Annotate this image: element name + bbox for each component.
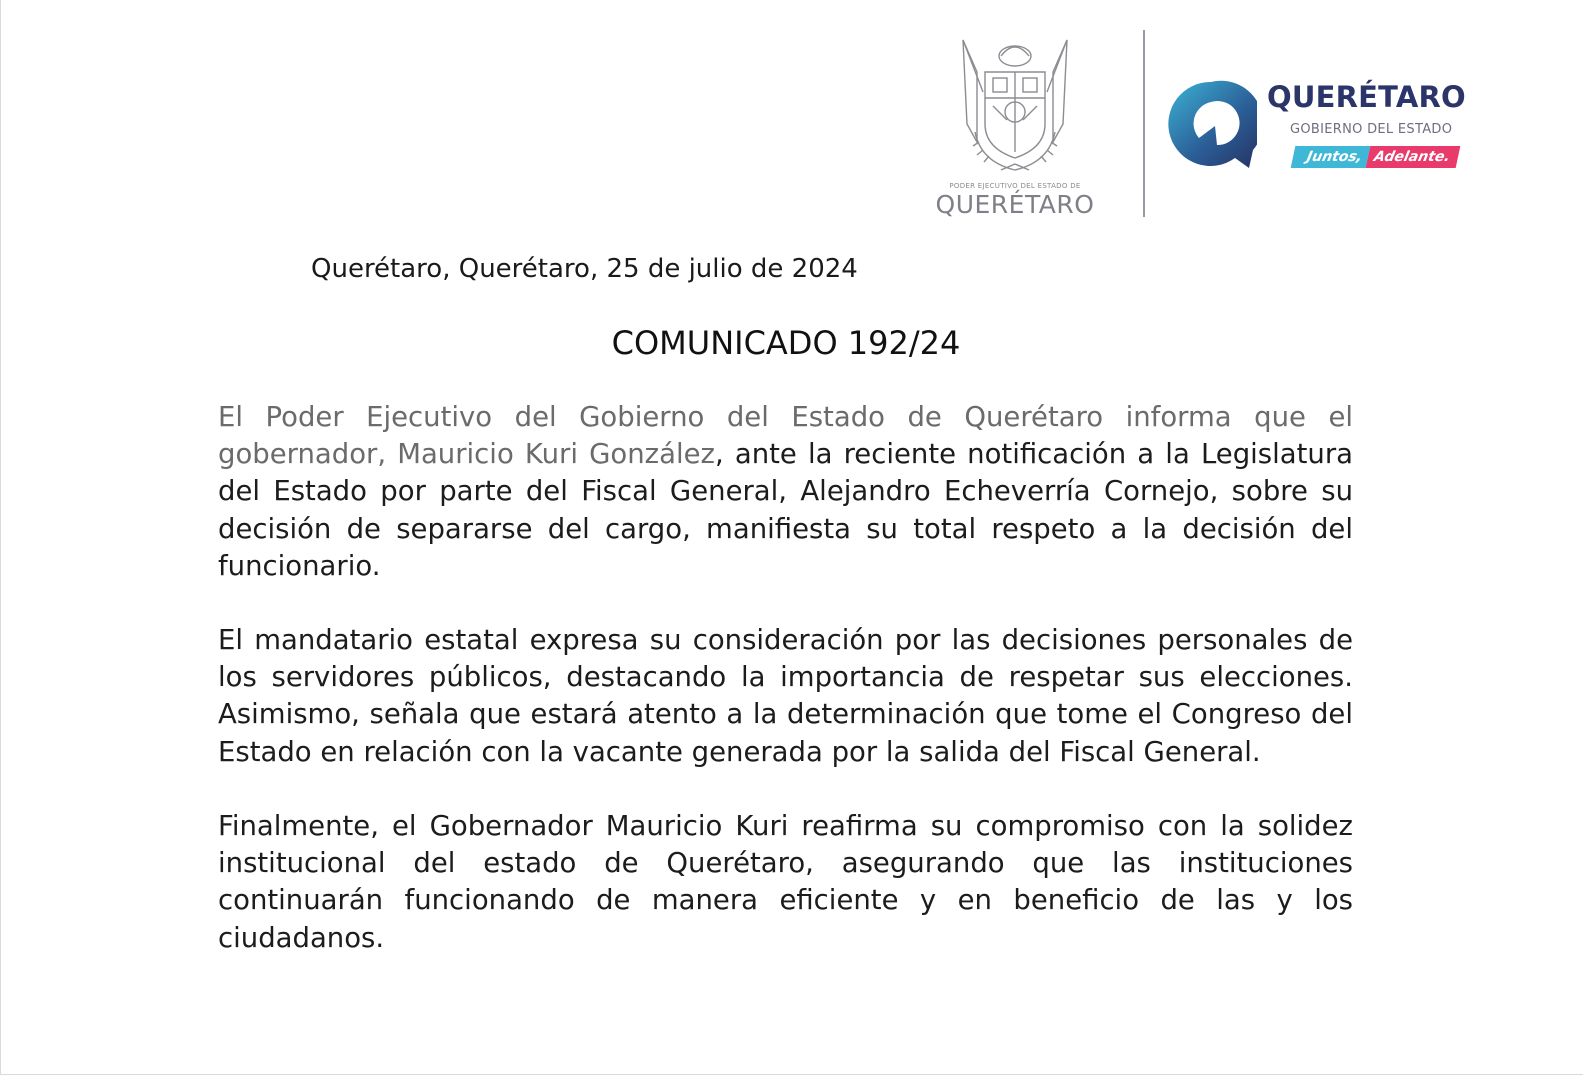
logo-divider [1143,30,1145,217]
date-line: Querétaro, Querétaro, 25 de julio de 2024 [311,254,858,284]
brand-subtitle: GOBIERNO DEL ESTADO [1290,122,1453,137]
paragraph-2: El mandatario estatal expresa su consideración por las decisiones personales de los servidores públicos, destacando la importancia de respetar sus elecciones. Asimismo, señala que estará atento a la determinación que tome el Congreso del Estado en relación con la vacante generada por la salida del Fiscal General. [218,624,1353,768]
document-title: COMUNICADO 192/24 [611,324,961,362]
state-seal-logo [930,32,1100,222]
coat-of-arms-icon [955,32,1075,182]
seal-caption: QUERÉTARO [935,190,1095,219]
paragraph-1 [218,399,1353,585]
slogan-badge [1291,146,1460,168]
paragraph-1-lead: El Poder Ejecutivo del Gobierno del Estado de Querétaro informa que el gobernador, Mauricio Kuri González [218,401,1353,471]
paragraph-3: Finalmente, el Gobernador Mauricio Kuri reafirma su compromiso con la solidez institucional del estado de Querétaro, asegurando que las instituciones continuarán funcionando de manera eficiente y en beneficio de las y los ciudadanos. [218,810,1353,954]
q-brand-icon [1165,78,1257,170]
government-brand-logo [1165,76,1495,176]
brand-name: QUERÉTARO [1267,80,1466,114]
paragraph-1-rest: , ante la reciente notificación a la Legislatura del Estado por parte del Fiscal General, Alejandro Echeverría Cornejo, sobre su decisión de separarse del cargo, manifiesta su total respeto a la decisión del funcionario. [218,438,1353,582]
seal-caption-small: PODER EJECUTIVO DEL ESTADO DE [949,182,1081,190]
slogan-part-2: Adelante. [1366,146,1460,168]
slogan-part-1: Juntos, [1291,146,1371,168]
